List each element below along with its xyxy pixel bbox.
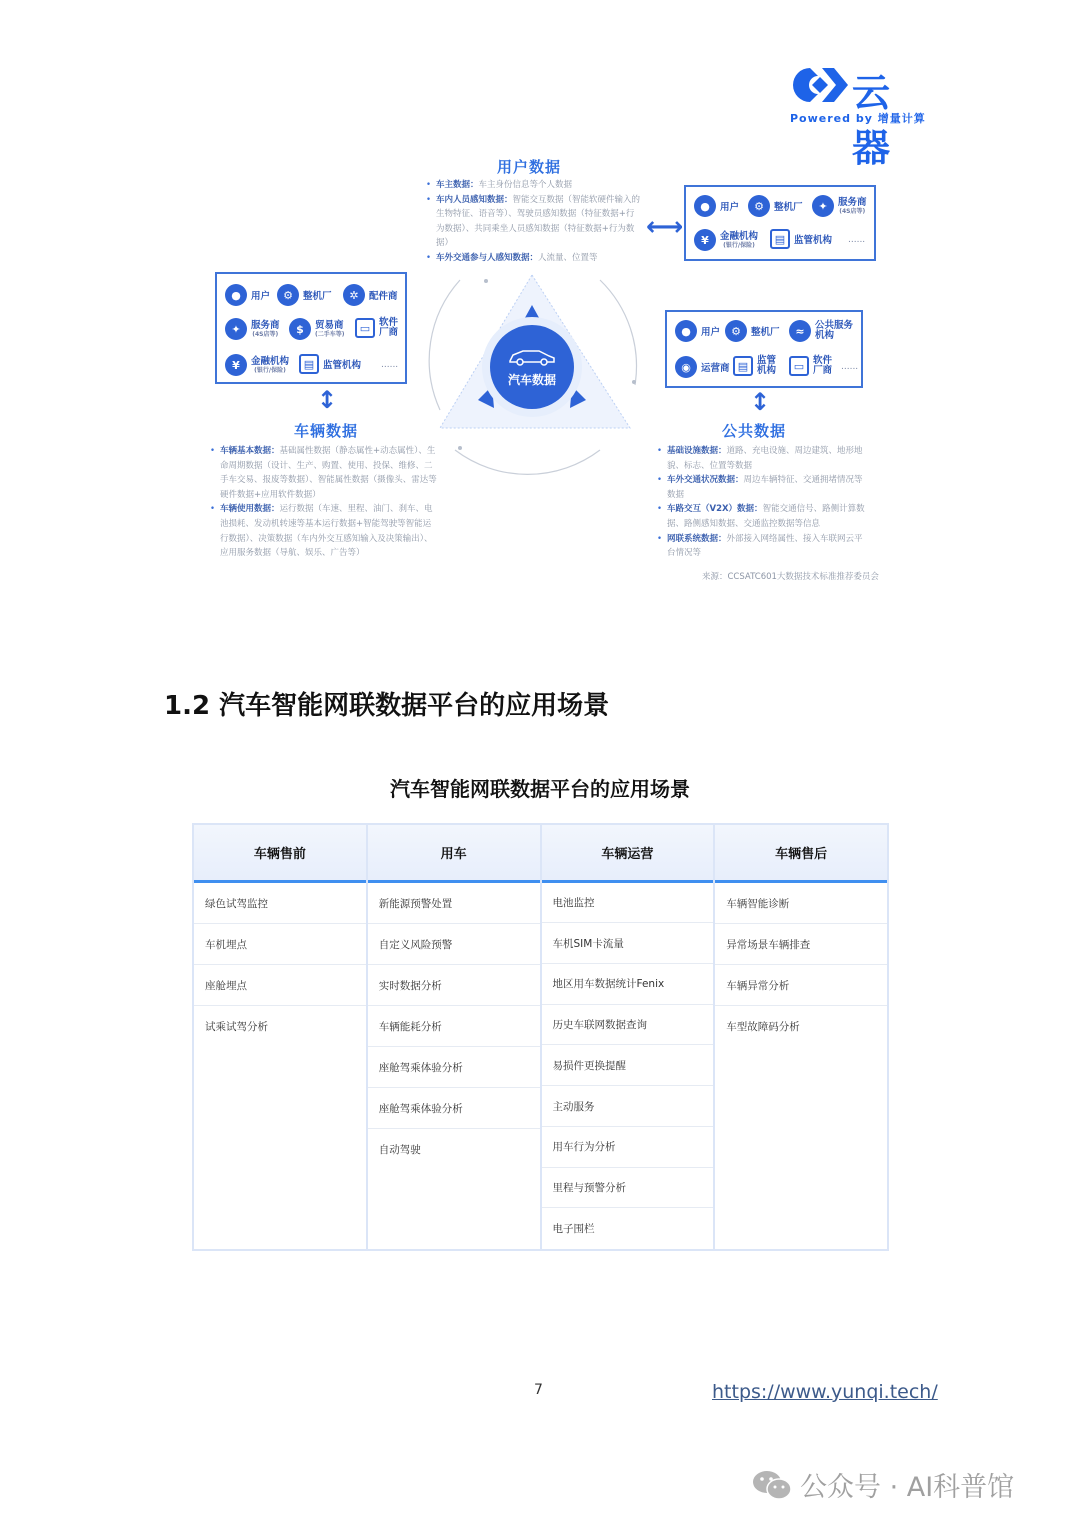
- table-title: 汽车智能网联数据平台的应用场景: [390, 777, 690, 801]
- table-cell: 历史车联网数据查询: [542, 1005, 714, 1046]
- table-cell: 座舱埋点: [194, 965, 366, 1006]
- table-cell: 易损件更换提醒: [542, 1045, 714, 1086]
- website-link[interactable]: https://www.yunqi.tech/: [712, 1381, 938, 1403]
- entity-public-service: ≈ 公共服务机构: [789, 320, 861, 342]
- wechat-watermark: [752, 1465, 1014, 1504]
- table-cell: 自动驾驶: [378, 1144, 421, 1156]
- diagram-source: 来源：CCSATC601大数据技术标准推荐委员会: [702, 572, 879, 582]
- user-icon: ●: [675, 320, 697, 342]
- public-entities-box: [665, 310, 863, 388]
- entity-user: ● 用户: [225, 284, 270, 306]
- table-cell: 自定义风险预警: [368, 924, 540, 965]
- entity-operator: ◉ 运营商: [675, 356, 730, 378]
- double-arrow-vertical-icon: ↕: [750, 388, 771, 416]
- entity-ellipsis: ......: [381, 360, 399, 370]
- gear-car-icon: ⚙: [748, 195, 770, 217]
- entity-trader: $ 贸易商 (二手车等): [289, 318, 345, 340]
- user-icon: ●: [694, 195, 716, 217]
- table-cell: 地区用车数据统计Fenix: [542, 964, 714, 1005]
- logo-powered-by: Powered by 增量计算: [790, 112, 926, 125]
- entity-parts: ✲ 配件商: [343, 284, 398, 306]
- table-cell: 电池监控: [542, 883, 714, 924]
- table-cell: 电子围栏: [552, 1223, 595, 1236]
- car-data-diagram: [210, 150, 910, 590]
- dollar-icon: $: [289, 318, 311, 340]
- double-arrow-horizontal-icon: ⟷: [646, 212, 684, 242]
- gears-icon: ✲: [343, 284, 365, 306]
- vehicle-bullet: • 车辆使用数据：运行数据（车速、里程、油门、刹车、电池损耗、发动机转速等基本运行数据+智能驾驶等智能运行数据）、决策数据（车内外交互感知输入及决策输出）、应用服务数据（导航、娱乐、广告等）: [210, 502, 438, 560]
- section-heading: 1.2 汽车智能网联数据平台的应用场景: [164, 691, 610, 721]
- table-cell: 车辆智能诊断: [715, 883, 887, 924]
- public-bullet: • 基础设施数据：道路、充电设施、周边建筑、地形地貌、标志、位置等数据: [657, 444, 867, 473]
- table-cell: 座舱驾乘体验分析: [368, 1047, 540, 1088]
- user-bullet: • 车外交通参与人感知数据：人流量、位置等: [426, 251, 642, 266]
- table-cell: 新能源预警处置: [368, 883, 540, 924]
- handshake-icon: ✦: [812, 195, 834, 217]
- hub-label: 汽车数据: [507, 372, 556, 387]
- coins-icon: ¥: [225, 354, 247, 376]
- yunqi-logo: [788, 62, 928, 170]
- vehicle-bullet: • 车辆基本数据：基础属性数据（静态属性+动态属性）、生命周期数据（设计、生产、购置、使用、投保、维修、二手车交易、报废等数据）、智能属性数据（摄像头、雷达等硬件数据+应用软件数据）: [210, 444, 438, 502]
- table-cell: 用车行为分析: [542, 1127, 714, 1168]
- watermark-text: 公众号 · AI科普馆: [800, 1472, 1015, 1503]
- entity-regulator: ▤ 监管机构: [299, 354, 361, 374]
- table-cell: 车辆异常分析: [715, 965, 887, 1006]
- column-usage: [368, 825, 542, 1249]
- public-bullet: • 车路交互（V2X）数据：智能交通信号、路侧计算数据、路侧感知数据、交通监控数据等信息: [657, 502, 867, 531]
- entity-service: ✦ 服务商 (4S店等): [812, 195, 867, 217]
- logo-name: 云器: [852, 71, 893, 170]
- table-cell: 里程与预警分析: [542, 1168, 714, 1209]
- monitor-icon: ▭: [355, 318, 375, 338]
- vehicle-entities-box: [215, 272, 407, 384]
- vehicle-data-bullets: [210, 444, 438, 561]
- yunqi-logo-icon: [788, 64, 850, 106]
- handshake-icon: ✦: [225, 318, 247, 340]
- entity-user: ● 用户: [694, 195, 739, 217]
- public-bullet: • 车外交通状况数据：周边车辆特征、交通拥堵情况等数据: [657, 473, 867, 502]
- entity-user: ● 用户: [675, 320, 720, 342]
- user-data-bullets: [426, 178, 642, 266]
- table-cell: 试乘试驾分析: [205, 1021, 268, 1033]
- monitor-icon: ▭: [789, 356, 809, 376]
- table-cell: 绿色试驾监控: [194, 883, 366, 924]
- entity-software: ▭ 软件厂商: [355, 318, 407, 338]
- scenario-table: [192, 823, 889, 1251]
- book-icon: ▤: [770, 229, 790, 249]
- column-header: 车辆售后: [715, 825, 887, 883]
- column-header: 用车: [368, 825, 540, 883]
- entity-finance: ¥ 金融机构 (银行/保险): [225, 354, 289, 376]
- user-data-title: 用户数据: [497, 158, 562, 176]
- entity-service: ✦ 服务商 (4S店等): [225, 318, 280, 340]
- antenna-icon: ◉: [675, 356, 697, 378]
- column-after-sale: [715, 825, 887, 1249]
- column-operation: [542, 825, 716, 1249]
- entity-software: ▭ 软件厂商: [789, 356, 845, 376]
- car-data-hub: [490, 325, 574, 409]
- entity-ellipsis: ......: [841, 362, 859, 372]
- user-icon: ●: [225, 284, 247, 306]
- entity-finance: ¥ 金融机构 (银行/保险): [694, 229, 758, 251]
- user-bullet: • 车内人员感知数据：智能交互数据（智能软硬件输入的生物特征、语音等）、驾驶员感知数据（特征数据+行为数据）、共同乘坐人员感知数据（特征数据+行为数据）: [426, 193, 642, 251]
- column-header: 车辆售前: [194, 825, 366, 883]
- page-number: 7: [534, 1382, 543, 1398]
- public-bullet: • 网联系统数据：外部接入网络属性、接入车联网云平台情况等: [657, 532, 867, 561]
- wechat-icon: [752, 1468, 792, 1502]
- column-header: 车辆运营: [542, 825, 714, 883]
- user-bullet: • 车主数据：车主身份信息等个人数据: [426, 178, 642, 193]
- vehicle-data-title: 车辆数据: [294, 422, 359, 440]
- coins-icon: ¥: [694, 229, 716, 251]
- entity-oem: ⚙ 整机厂: [277, 284, 332, 306]
- entity-ellipsis: ......: [848, 235, 866, 245]
- book-icon: ▤: [733, 356, 753, 376]
- public-data-title: 公共数据: [722, 422, 787, 440]
- table-cell: 车机SIM卡流量: [542, 923, 714, 964]
- table-cell: 车机埋点: [194, 924, 366, 965]
- public-data-bullets: [657, 444, 867, 561]
- table-cell: 实时数据分析: [368, 965, 540, 1006]
- entity-oem: ⚙ 整机厂: [748, 195, 803, 217]
- entity-oem: ⚙ 整机厂: [725, 320, 780, 342]
- road-icon: ≈: [789, 320, 811, 342]
- table-cell: 主动服务: [542, 1086, 714, 1127]
- car-icon: [507, 347, 557, 367]
- book-icon: ▤: [299, 354, 319, 374]
- table-cell: 车辆能耗分析: [368, 1006, 540, 1047]
- entity-regulator: ▤ 监管机构: [733, 356, 789, 376]
- table-cell: 车型故障码分析: [726, 1021, 800, 1033]
- gear-car-icon: ⚙: [725, 320, 747, 342]
- double-arrow-vertical-icon: ↕: [317, 386, 338, 414]
- table-cell: 异常场景车辆排查: [715, 924, 887, 965]
- column-pre-sale: [194, 825, 368, 1249]
- gear-car-icon: ⚙: [277, 284, 299, 306]
- table-cell: 座舱驾乘体验分析: [368, 1088, 540, 1129]
- entity-regulator: ▤ 监管机构: [770, 229, 832, 249]
- user-entities-box: [684, 185, 876, 261]
